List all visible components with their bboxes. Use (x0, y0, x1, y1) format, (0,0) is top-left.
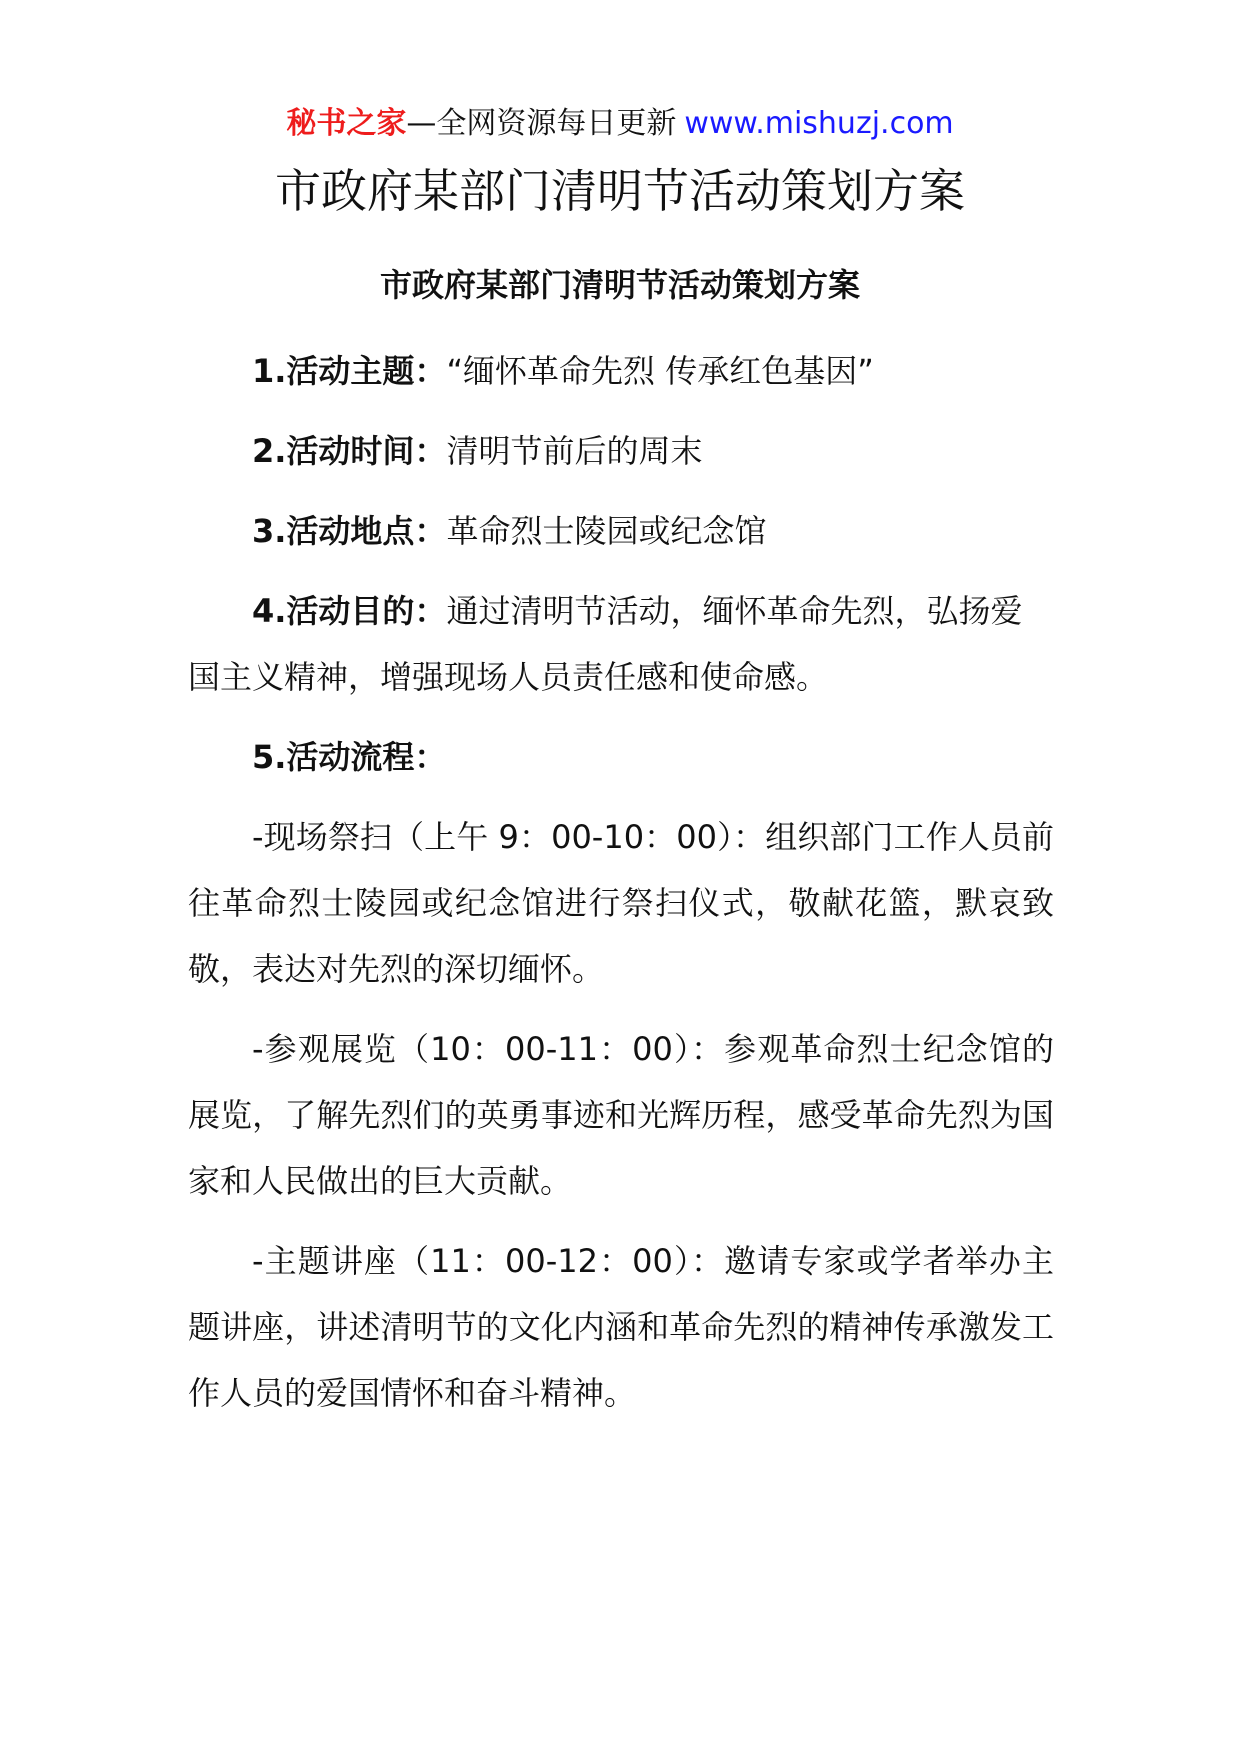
item-time-value: 清明节前后的周末 (446, 432, 703, 470)
watermark-brand: 秘书之家 (286, 106, 407, 141)
document-subtitle: 市政府某部门清明节活动策划方案 (379, 266, 860, 304)
item-location (188, 498, 1054, 564)
document-title: 市政府某部门清明节活动策划方案 (275, 164, 965, 218)
item-process-label: 5.活动流程： (252, 738, 447, 776)
document-body (188, 338, 1054, 1440)
item-time (188, 418, 1054, 484)
phase-item: -参观展览（10：00-11：00）：参观革命烈士纪念馆的展览，了解先烈们的英勇事迹和光辉历程，感受革命先烈为国家和人民做出的巨大贡献。 (188, 1030, 1054, 1200)
item-time-label: 2.活动时间： (252, 432, 447, 470)
item-theme-label: 1.活动主题： (252, 352, 447, 390)
item-location-value: 革命烈士陵园或纪念馆 (446, 512, 767, 550)
item-purpose-value: 通过清明节活动，缅怀革命先烈，弘扬爱国主义精神，增强现场人员责任感和使命感。 (188, 592, 1023, 696)
watermark-slogan: —全网资源每日更新 (406, 106, 677, 141)
item-theme-value: “缅怀革命先烈 传承红色基因” (446, 352, 874, 390)
phase-item: -主题讲座（11：00-12：00）：邀请专家或学者举办主题讲座，讲述清明节的文化内涵和革命先烈的精神传承激发工作人员的爱国情怀和奋斗精神。 (188, 1242, 1054, 1412)
item-theme (188, 338, 1054, 404)
watermark-url: www.mishuzj.com (684, 106, 954, 141)
item-process (188, 724, 1054, 790)
item-purpose (188, 578, 1054, 710)
item-location-label: 3.活动地点： (252, 512, 447, 550)
phase-item: -现场祭扫（上午 9：00-10：00）：组织部门工作人员前往革命烈士陵园或纪念馆进行祭扫仪式，敬献花篮，默哀致敬，表达对先烈的深切缅怀。 (188, 818, 1054, 988)
watermark-banner (0, 100, 1240, 148)
item-purpose-label: 4.活动目的： (252, 592, 447, 630)
